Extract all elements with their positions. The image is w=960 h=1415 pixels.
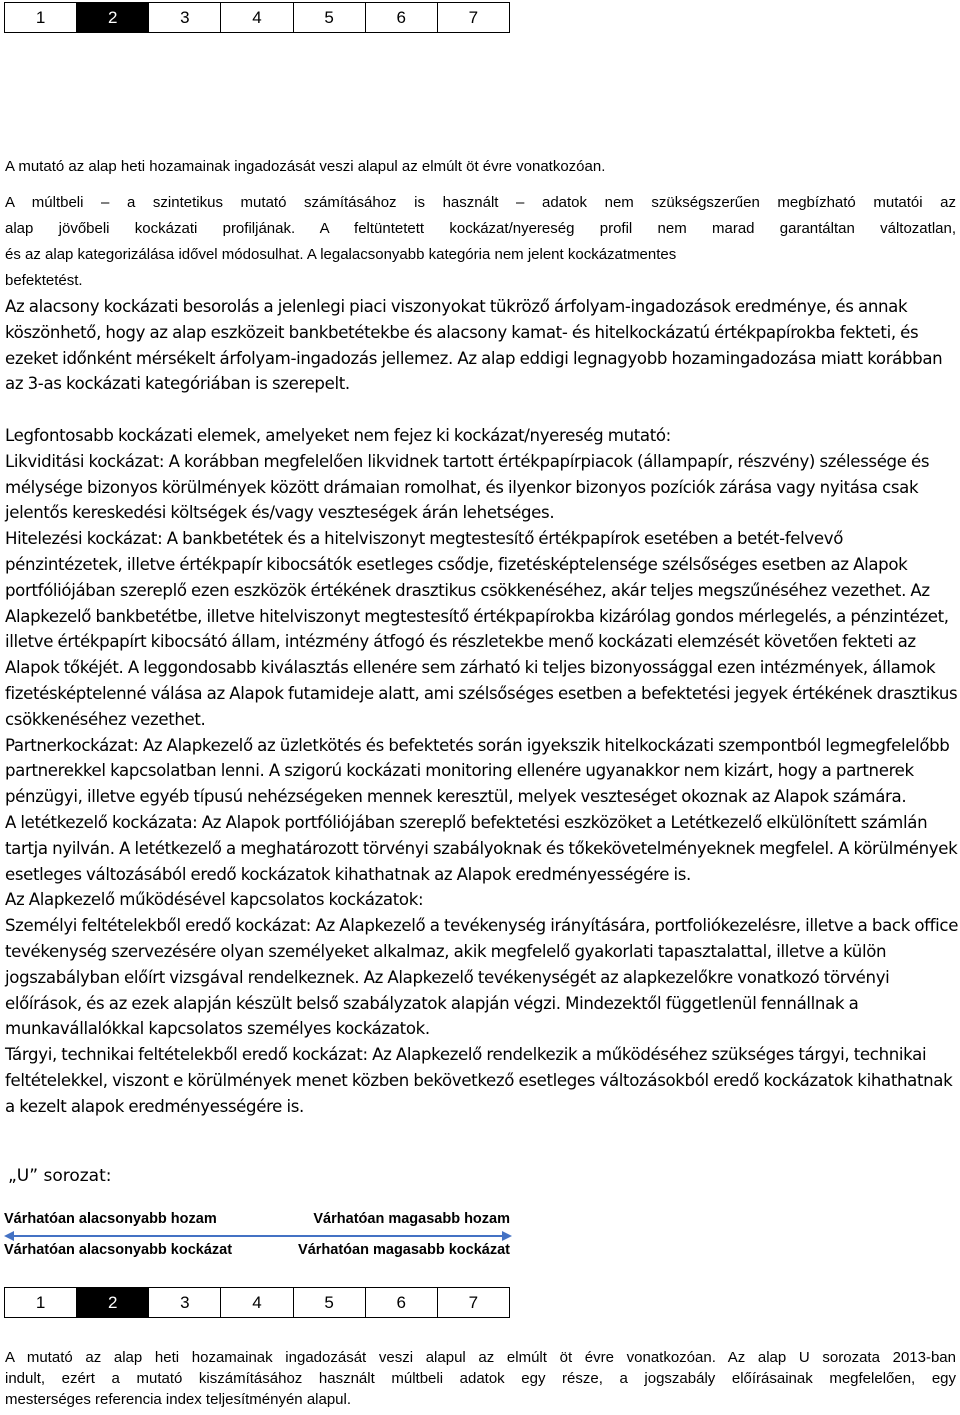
risk-class-6: 6: [366, 1288, 438, 1317]
label-higher-risk: Várhatóan magasabb kockázat: [298, 1242, 510, 1258]
risk-scale-top: [4, 2, 510, 33]
paragraph-technical-risk: Tárgyi, technikai feltételekből eredő kockázat: Az Alapkezelő rendelkezik a működéséhez szükséges tárgyi, technikai feltételekkel, viszont e körülmények menet közben bekövetkező esetleges változásokból eredő kockázatok kihathatnak a kezelt alapok eredményességére is.: [5, 1045, 953, 1116]
risk-class-5: 5: [294, 1288, 366, 1317]
note-top: A mutató az alap heti hozamainak ingadozását veszi alapul az elmúlt öt évre vonatkozóan.: [5, 158, 606, 175]
note-bottom-line-2: indult, ezért a mutató kiszámításához használt múltbeli adatok egy része, a jogszabály előírásainak megfelelően, egy: [5, 1370, 956, 1387]
risk-class-7: 7: [468, 1292, 479, 1312]
risk-text-body: [5, 294, 960, 1120]
paragraph-low-risk: Az alacsony kockázati besorolás a jelenlegi piaci viszonyokat tükröző árfolyam-ingadozások eredménye, és annak köszönhető, hogy az alap eszközeit bankbetétekbe és alacsony kamat- és hitelkockázatú értékpapírokba fekteti, és ezeket időnként mérsékelt árfolyam-ingadozás jellemez. Az alap eddigi legnagyobb hozamingadozása miatt korábban az 3-as kockázati kategóriában is szerepelt.: [5, 297, 943, 394]
paragraph-liquidity-risk: Likviditási kockázat: A korábban megfelelően likvidnek tartott értékpapírpiacok (állampapír, részvény) szélessége és mélysége bizonyos körülmények között drámaian romolhat, és ilyenkor bizonyos pozíciók zárása vagy nyitása csak jelentős kereskedési költségek és/vagy veszteségek árán lehetséges.: [5, 451, 930, 523]
risk-class-3: 3: [149, 3, 221, 32]
note-bottom-line-1: A mutató az alap heti hozamainak ingadozását veszi alapul az elmúlt öt évre vonatkozóan. Az alap U sorozata 2013-ban: [5, 1349, 956, 1366]
risk-class-5: 5: [294, 3, 366, 32]
intro-line-1: A múltbeli – a szintetikus mutató számításához is használt – adatok nem szükségszerűen megbízható mutatói az: [5, 194, 956, 211]
label-higher-return: Várhatóan magasabb hozam: [313, 1211, 510, 1227]
risk-class-1: 1: [5, 3, 77, 32]
risk-scale-bottom: [4, 1287, 510, 1318]
paragraph-personnel-risk: Személyi feltételekből eredő kockázat: Az Alapkezelő a tevékenység irányítására, portfoliókezelésre, illetve a back office tevékenység szervezésére olyan személyeket alkalmaz, akik megfelelő gyakorlati tapasztalattal, illetve a külön jogszabályban előírt vizsgával rendelkeznek. Az Alapkezelő tevékenységét az alapkezelőkre vonatkozó törvényi előírások, és az ezek alapján készült belső szabályzatok alapján végzi. Mindezektől függetlenül fennállnak a munkavállalókkal kapcsolatos személyes kockázatok.: [5, 916, 959, 1039]
paragraph-counterparty-risk: Partnerkockázat: Az Alapkezelő az üzletkötés és befektetés során igyekszik hitelkockázati szempontból legmegfelelőbb partnerekkel kapcsolatban lenni. A szigorú kockázati monitoring ellenére ugyanakkor nem kizárt, hogy a partnerek pénzügyi, illetve egyéb típusú nehézségeken mennek keresztül, melyek veszteséget okoznak az Alapok számára.: [5, 735, 950, 807]
risk-class-7: 7: [468, 7, 479, 27]
intro-line-4: befektetést.: [5, 272, 83, 289]
paragraph-key-risks-heading: Legfontosabb kockázati elemek, amelyeket nem fejez ki kockázat/nyereség mutató:: [5, 425, 671, 445]
risk-class-1: 1: [5, 1288, 77, 1317]
risk-class-3: 3: [149, 1288, 221, 1317]
risk-class-4: 4: [221, 3, 293, 32]
paragraph-custodian-risk: A letétkezelő kockázata: Az Alapok portfóliójában szereplő befektetési eszközöket a Letétkezelő elkülönített számlán tartja nyilván. A letétkezelő a meghatározott törvényi szabályoknak és tőkekövetelményeknek megfelel. A körülmények esetleges változásából eredő kockázatok kihathatnak az Alapok eredményességére is.: [5, 812, 958, 884]
paragraph-operational-heading: Az Alapkezelő működésével kapcsolatos kockázatok:: [5, 890, 424, 910]
paragraph-credit-risk: Hitelezési kockázat: A bankbetétek és a hitelviszonyt megtestesítő értékpapírok esetében a betét-felvevő pénzintézetek, illetve értékpapír kibocsátók esetleges csődje, fizetésképtelensége szélsőséges esetben az Alapok portfóliójában szereplő ezen eszközök értékének drasztikus csökkenéséhez, akár teljes megszűnéséhez vezethet. Az Alapkezelő bankbetétbe, illetve hitelviszonyt megtestesítő értékpapírokba kizárólag gondos mérlegelés, a pénzintézet, illetve értékpapírt kibocsátó állam, intézmény átfogó és részletekbe menő kockázati elemzését követően fekteti az Alapok tőkéjét. A leggondosabb kiválasztás ellenére sem zárható ki teljes bizonyossággal ezen intézmények, államok fizetésképtelenné válása az Alapok futamideje alatt, ami szélsőséges esetben a befektetési jegyek értékének drasztikus csökkenéséhez vezethet.: [5, 529, 958, 729]
series-title: „U” sorozat:: [8, 1166, 112, 1186]
label-lower-return: Várhatóan alacsonyabb hozam: [4, 1211, 217, 1227]
risk-class-4: 4: [221, 1288, 293, 1317]
paragraph-spacer: [5, 397, 960, 423]
intro-line-2: alap jövőbeli kockázati profiljának. A feltüntetett kockázat/nyereség profil nem marad garantáltan változatlan,: [5, 220, 956, 237]
label-lower-risk: Várhatóan alacsonyabb kockázat: [4, 1242, 233, 1258]
intro-line-3: és az alap kategorizálása idővel módosulhat. A legalacsonyabb kategória nem jelent kockázatmentes: [5, 246, 677, 263]
risk-class-6: 6: [366, 3, 438, 32]
risk-class-2-selected: 2: [77, 3, 149, 32]
note-bottom-line-3: mesterséges referencia index teljesítményén alapul.: [5, 1391, 352, 1408]
risk-class-2-selected: 2: [77, 1288, 149, 1317]
